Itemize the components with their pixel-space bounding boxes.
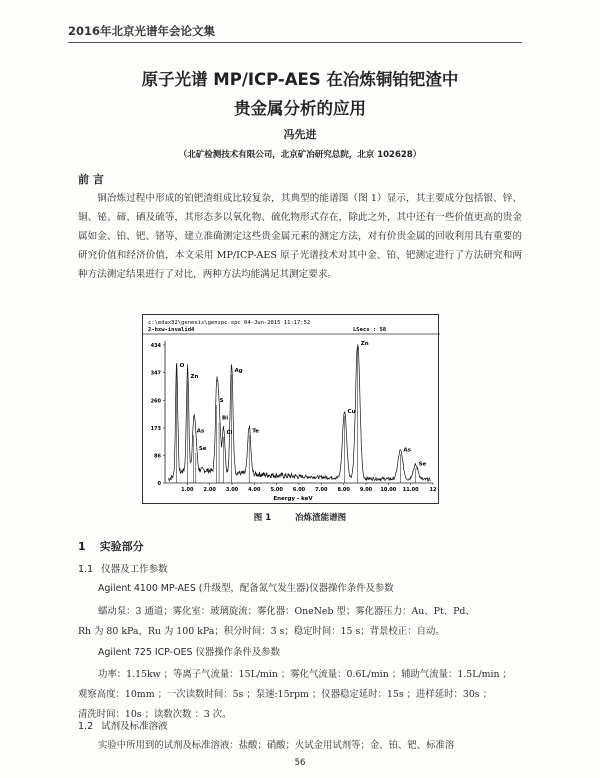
- plot-spectrum: [168, 345, 430, 483]
- subsection-1-2-heading: [78, 718, 168, 732]
- x-tick-label: 8.00: [337, 487, 350, 493]
- spectrum-figure: [142, 314, 439, 504]
- instrument1-title: Agilent 4100 MP-AES (升级型，配备氮气发生器)仪器操作条件及参数: [98, 583, 394, 594]
- x-tick-label: 4.00: [248, 487, 261, 493]
- page-number: 56: [294, 758, 306, 768]
- figure-lsecs: LSecs : 58: [353, 327, 387, 333]
- foreword-paragraph: [78, 189, 522, 284]
- reagents-line: 实验中所用到的试剂及标准溶液：盐酸；硝酸；火试金用试剂等；金、铂、钯、标准溶: [98, 740, 455, 751]
- instrument2-title: Agilent 725 ICP-OES 仪器操作条件及参数: [98, 647, 280, 658]
- instrument2-params-line3: 清洗时间：10s ；读数次数 ：3 次。: [78, 709, 232, 720]
- peak-label: As: [196, 428, 205, 435]
- figure-label: 图 1: [253, 513, 272, 523]
- foreword-heading: 前 言: [78, 173, 104, 186]
- peak-label: Cl: [226, 429, 233, 436]
- x-tick-label: 5.00: [270, 487, 283, 493]
- x-tick-label: 6.00: [292, 487, 306, 493]
- y-tick-label: 260: [150, 398, 161, 405]
- paper-title-line2: 贵金属分析的应用: [234, 99, 366, 118]
- instrument1-params-line1: 蠕动泵：3 通道；雾化室：玻璃旋流；雾化器：OneNeb 型；雾化器压力：Au、Pt、Pd、: [98, 606, 475, 617]
- instrument1-params-line2: Rh 为 80 kPa，Ru 为 100 kPa；积分时间：3 s；稳定时间：15 s；背景校正：自动。: [78, 626, 445, 637]
- peak-label: Se: [198, 445, 207, 452]
- peak-label: Cu: [347, 409, 356, 416]
- instrument2-params-line2: 观察高度：10mm ；一次读数时间：5s ；泵速:15rpm ；仪器稳定延时：15s ；进样延时：30s ；: [78, 689, 492, 700]
- x-tick-label: 9.00: [359, 487, 373, 493]
- peak-label: Zn: [360, 340, 369, 347]
- x-tick-label: 10.00: [380, 487, 397, 493]
- figure-header-line2: 2-hxw-invalid4: [148, 327, 195, 333]
- foreword-text: 铜冶炼过程中形成的铂钯渣组成比较复杂，其典型的能谱图（图 1）显示，其主要成分包括银、锌、铜、铋、碲、硒及硫等，其形态多以氧化物、硫化物形式存在，除此之外，其中还有一些价值更高的贵金属如金、铂、钯、锗等，建立准确测定这些贵金属元素的测定方法，对有价贵金属的回收利用具有重要的研究价值和经济价值，本文采用 MP/ICP-AES 原子光谱技术对其中金、铂、钯测定进行了方法研究和两种方法测定结果进行了对比，两种方法均能满足其测定要求。: [78, 193, 522, 280]
- spectrum-line: [168, 345, 430, 481]
- subsection-1-2-title: 试剂及标准溶液: [101, 721, 168, 732]
- peak-label: S: [219, 398, 224, 405]
- x-tick-label: 12: [429, 487, 437, 493]
- section1-heading: [78, 538, 144, 554]
- peak-label: Bi: [222, 415, 229, 422]
- header-rule: [68, 42, 522, 43]
- x-tick-label: 1.00: [181, 487, 194, 493]
- peak-label: O: [179, 363, 185, 370]
- x-tick-label: 3.00: [225, 487, 239, 493]
- subsection-1-1-number: 1.1: [78, 564, 94, 575]
- author: 冯先进: [283, 128, 317, 141]
- y-tick-label: 86: [154, 453, 161, 460]
- y-tick-label: 173: [150, 425, 161, 432]
- subsection-1-1-title: 仪器及工作参数: [101, 564, 168, 575]
- subsection-1-1-heading: [78, 561, 168, 575]
- section1-number: 1: [78, 540, 86, 553]
- figure-caption: [0, 511, 600, 523]
- x-tick-label: 11.00: [402, 487, 419, 493]
- peak-label: Se: [418, 461, 427, 468]
- peak-label: Te: [252, 428, 259, 435]
- peak-label: Ag: [234, 367, 243, 374]
- figure-caption-text: 冶炼渣能谱图: [295, 513, 347, 523]
- x-axis-label: Energy - keV: [273, 496, 313, 502]
- x-tick-label: 7.00: [315, 487, 328, 493]
- peak-label: Zn: [190, 374, 199, 381]
- x-tick-label: 2.00: [203, 487, 216, 493]
- peak-label: As: [403, 447, 411, 454]
- y-tick-label: 0: [157, 481, 161, 487]
- running-head: 2016年北京光谱年会论文集: [68, 24, 216, 38]
- y-tick-label: 347: [150, 370, 161, 377]
- y-tick-label: 434: [150, 343, 161, 349]
- section1-title: 实验部分: [99, 540, 144, 553]
- figure-header-line1: c:\edax32\genesis\genspc.spc 04-Jun-2015 11:17:52: [148, 320, 311, 326]
- instrument2-params-line1: 功率：1.15kw ；等离子气流量：15L/min ；雾化气流量：0.6L/min ；辅助气流量：1.5L/min ；: [98, 669, 512, 680]
- subsection-1-2-number: 1.2: [78, 721, 94, 732]
- affiliation: （北矿检测技术有限公司，北京矿冶研究总院，北京 102628）: [178, 150, 422, 160]
- paper-title-line1: 原子光谱 MP/ICP-AES 在冶炼铜铂钯渣中: [141, 70, 459, 89]
- spectrum-chart: [143, 315, 440, 505]
